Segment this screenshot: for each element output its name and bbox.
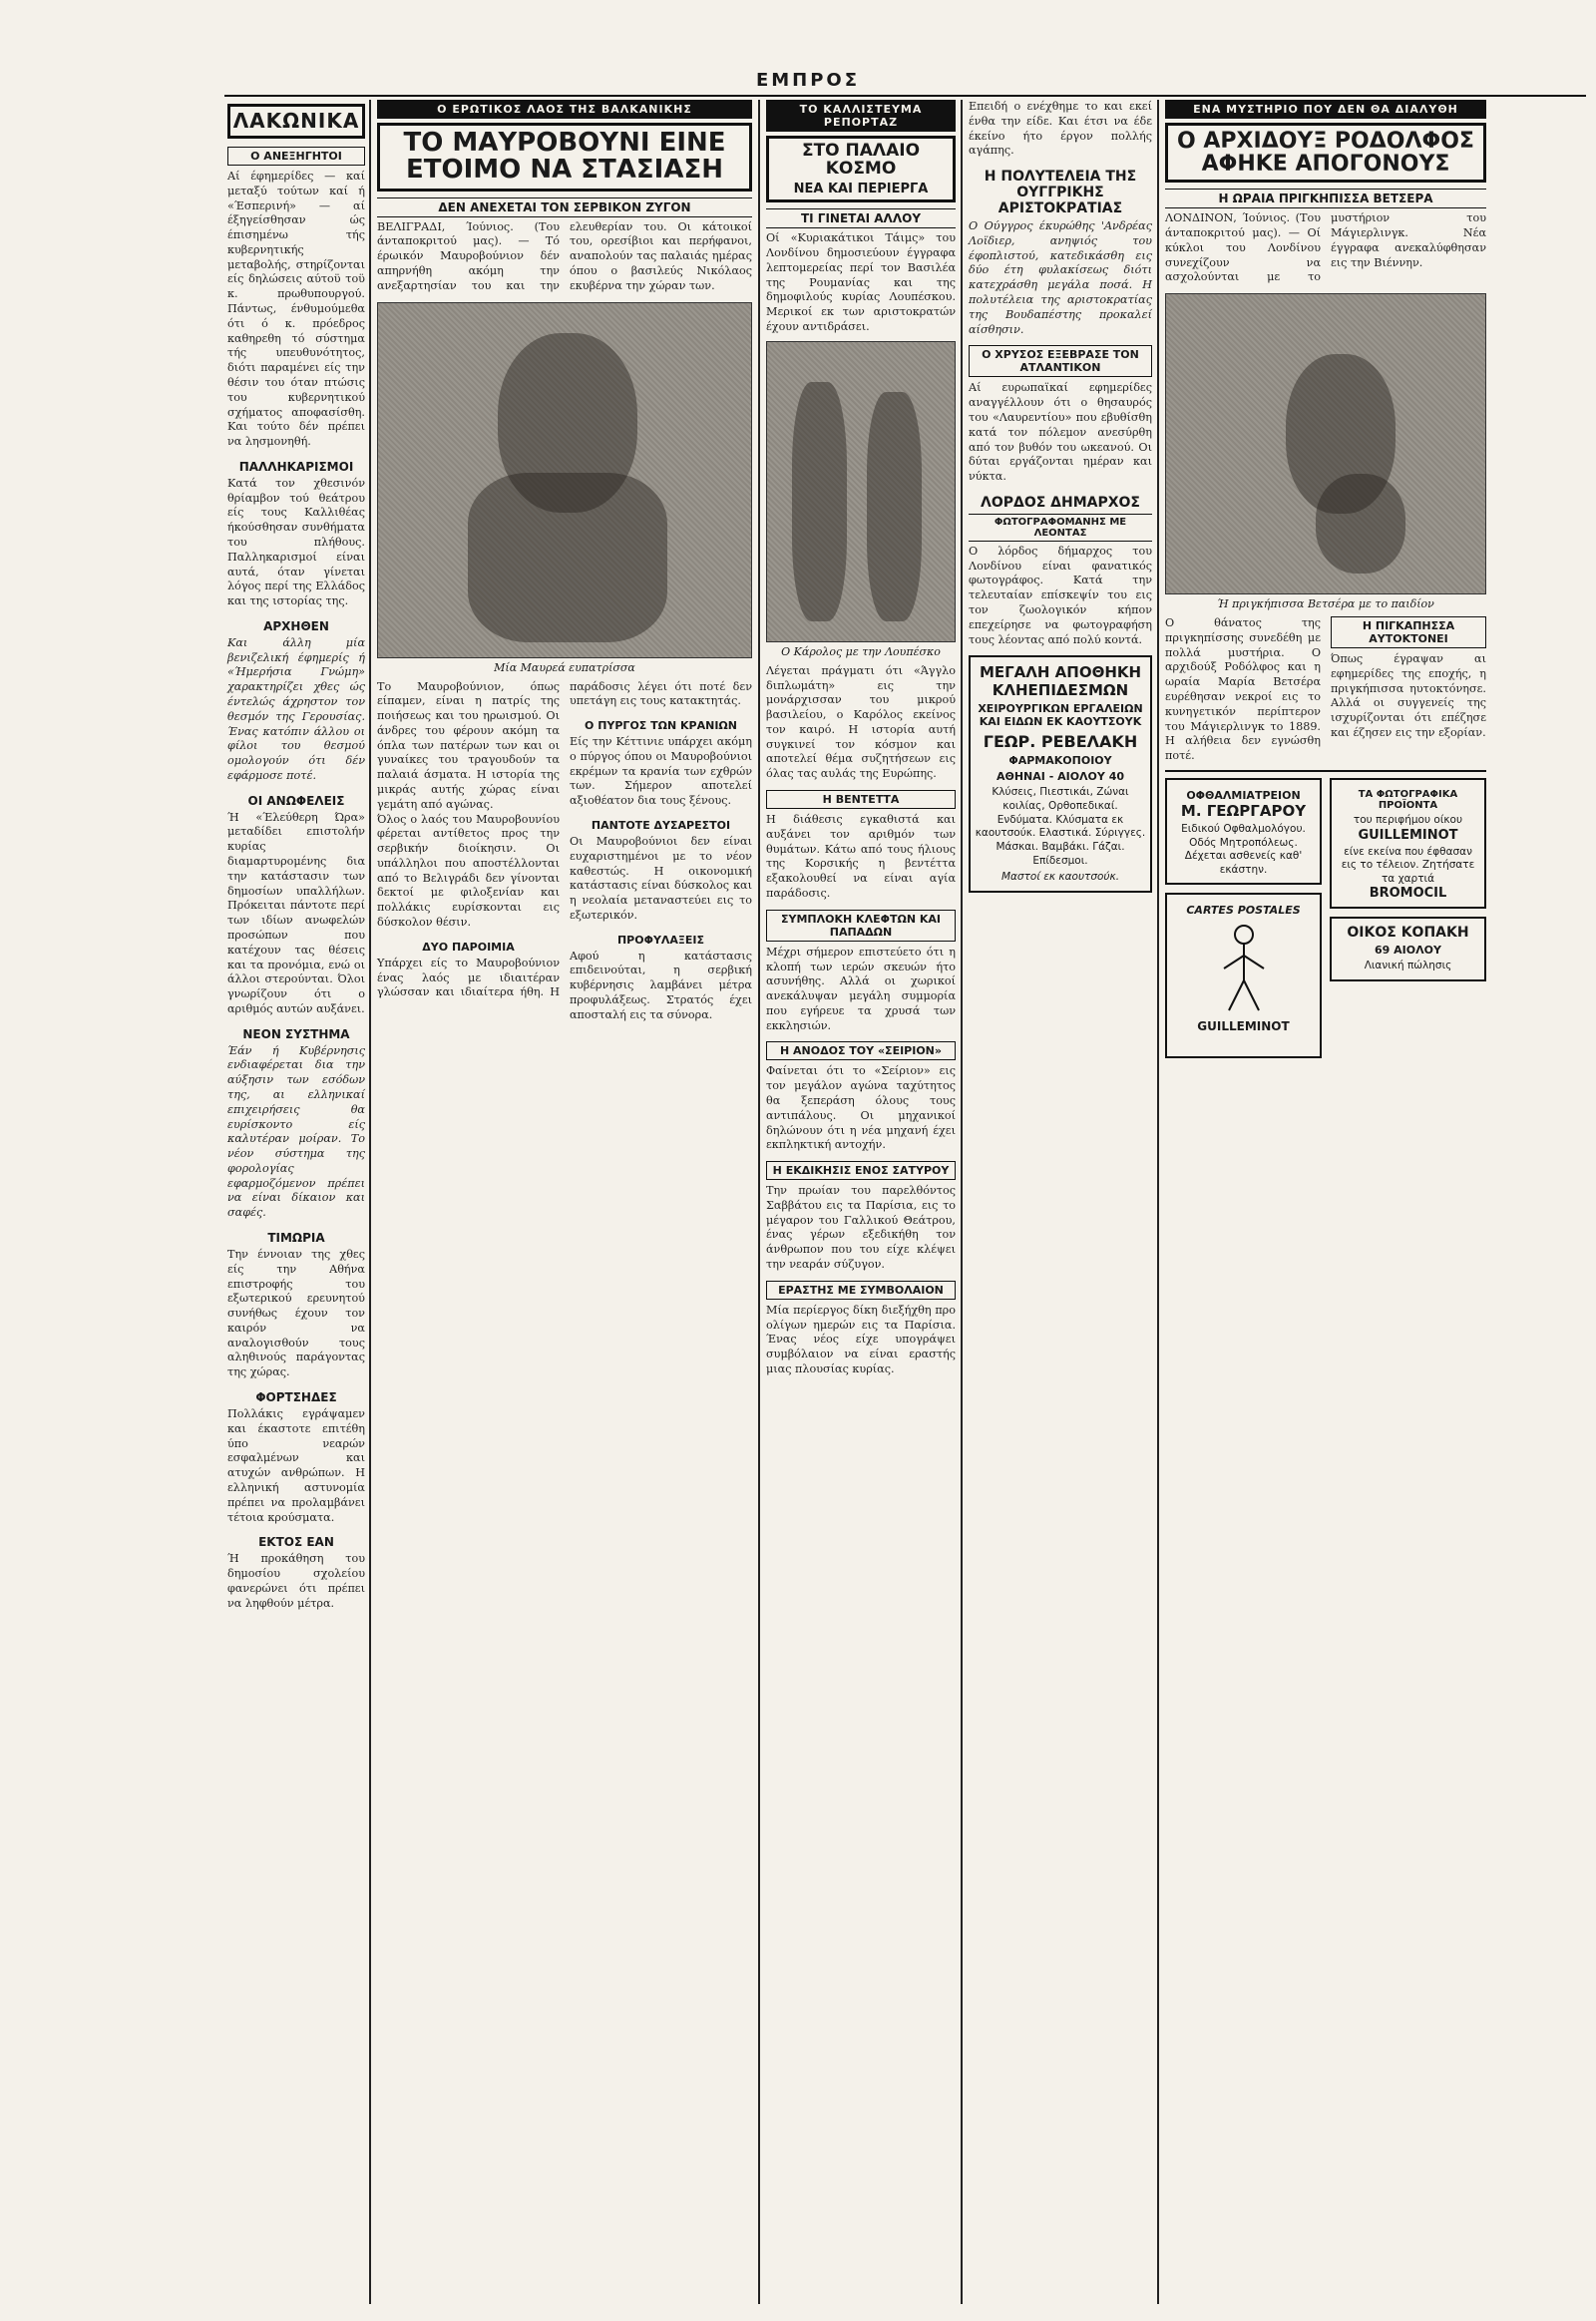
subhead: ΠΡΟΦΥΛΑΞΕΙΣ [616,933,705,947]
ad-revelakis [969,655,1152,892]
kicker: ΕΝΑ ΜΥΣΤΗΡΙΟ ΠΟΥ ΔΕΝ ΘΑ ΔΙΑΛΥΘΗ [1165,100,1486,119]
subhead: Η ΒΕΝΤΕΤΤΑ [766,790,956,809]
article-text: Κατά τον χθεσινόν θρίαμβον τού θεάτρου είς τους Καλλιθέας ήκούσθησαν συνθήματα του πλήθους. Παλληκαρισμοί είναι αυτά, όταν γίνεται λόγος περί της Ελλάδος και της ιστορίας της. [227,476,369,608]
deck: ΦΩΤΟΓΡΑΦΟΜΑΝΗΣ ΜΕ ΛΕΟΝΤΑΣ [969,514,1152,542]
ads-left [1165,778,1322,1067]
article-lead: ΛΟΝΔΙΝΟΝ, Ίούνιος. (Του άνταποκριτού μας). — Οί κύκλοι του Λονδίνου συνεχίζουν να ασχολούνται με το μυστήριον του Μάγιερλινγκ. Νέα έγγραφα ανεκαλύφθησαν εις την Βιέννην. [1165,211,1490,284]
article-text: Την πρωίαν του παρελθόντος Σαββάτου εις τα Παρίσια, εις το μέγαρον του Γαλλικού Θεάτρου, ένας γέρων εξεδικήθη τον άνθρωπον που του είχε κλέψει την νεαράν σύζυγον. [766,1184,960,1272]
column-rule [758,100,760,2304]
subhead: ΕΡΑΣΤΗΣ ΜΕ ΣΥΜΒΟΛΑΙΟΝ [766,1281,956,1300]
subhead: Ο ΑΝΕΞΗΓΗΤΟΙ [227,147,365,166]
ad-footer: Μαστοί εκ καουτσούκ. [1000,871,1120,884]
article-text: Και άλλη μία βενιζελική έφημερίς ή «Ήμερήσια Γνώμη» χαρακτηρίζει χθες ώς έντελώς άχρηστον τον θεσμόν της Γερουσίας. Ένας κατόπιν άλλου οι φίλοι του θεσμού ομολογούν ότι δέν εφάρμοσε ποτέ. [227,635,369,782]
ad-body: του περιφήμου οίκου [1353,813,1463,826]
deck: ΔΕΝ ΑΝΕΧΕΤΑΙ ΤΟΝ ΣΕΡΒΙΚΟΝ ΖΥΓΟΝ [377,197,752,217]
photo-caption: Μία Μαυρεά ευπατρίσσα [494,660,635,674]
masthead: ΕΜΠΡΟΣ [755,70,861,91]
ad-title: ΟΦΘΑΛΜΙΑΤΡΕΙΟΝ [1186,788,1301,802]
article-text: Όλος ο λαός του Μαυροβουνίου φέρεται αντίθετος προς την σερβικήν διοίκησιν. Οι υπάλληλοι που αποστέλλονται από το Βελιγράδι δεν γίνονται δεκτοί με φιλοξενίαν και πολλάκις ευρίσκονται εις δύσκολον θέσιν. [377,812,564,929]
article-text: Το Μαυροβούνιον, όπως είπαμεν, είναι η πατρίς της ποιήσεως και του ηρωισμού. Οι άνδρες του φέρουν ακόμη τα όπλα των πατέρων των και οι γυναίκες του τραγουδούν τα παλαιά άσματα. Η ιστορία της μικράς αυτής χώρας είναι γεμάτη από αγώνας. [377,679,564,811]
article-text: Είς την Κέττινιε υπάρχει ακόμη ο πύργος όπου οι Μαυροβούνιοι εκρέμων τα κρανία των εχθρών των. Σήμερον αποτελεί αξιοθέατον δια τους ξένους. [570,735,756,808]
article-text: Υπάρχει είς το Μαυροβούνιον ένας λαός με ιδιαιτέραν γλώσσαν και ιδιαίτερα ήθη. Η παράδοσις λέγει ότι ποτέ δεν υπετάγη εις τους κατακτητάς. [377,679,756,999]
article-text: Οι Μαυροβούνιοι δεν είναι ευχαριστημένοι με το νέον καθεστώς. Η οικονομική κατάστασις είναι δύσκολος και η νεολαία μεταναστεύει εις το εξωτερικόν. [570,834,756,922]
article-text: Λέγεται πράγματι ότι «Άγγλο διπλωμάτη» εις την μονάρχισσαν του μικρού βασιλείου, ο Καρόλος εκείνος τον καιρό. Η ιστορία αυτή συγκινεί τον κόσμον και αποτελεί θέμα συζητήσεων εις όλας τας αυλάς της Ευρώπης. [766,663,960,781]
article-text: Ή προκάθηση του δημοσίου σχολείου φανερώνει ότι πρέπει να ληφθούν μέτρα. [227,1552,369,1610]
headline: Ο ΑΡΧΙΔΟΥΞ ΡΟΔΟΛΦΟΣ ΑΦΗΚΕ ΑΠΟΓΟΝΟΥΣ [1177,129,1474,178]
subhead: ΣΥΜΠΛΟΚΗ ΚΛΕΦΤΩΝ ΚΑΙ ΠΑΠΑΔΩΝ [766,910,956,942]
subhead: Η ΠΙΓΚΑΠΗΣΣΑ ΑΥΤΟΚΤΟΝΕΙ [1331,616,1486,648]
subhead: ΝΕΟΝ ΣΥΣΤΗΜΑ [242,1026,350,1041]
ad-label: CARTES POSTALES [1186,904,1301,918]
column-lakonika [227,100,369,1611]
article-text: Φαίνεται ότι το «Σείριον» εις τον μεγάλον αγώνα ταχύτητος θα ξεπεράση όλους τους αντιπάλους. Οι μηχανικοί δηλώνουν ότι η νέα μηχανή έχει εκπληκτική αντοχήν. [766,1064,960,1152]
column-rodolfos [1165,100,1490,1066]
column-rule [369,100,371,2304]
ad-name: ΓΕΩΡ. ΡΕΒΕΛΑΚΗ [983,732,1138,752]
subhead: ΠΑΛΛΗΚΑΡΙΣΜΟΙ [238,459,354,474]
article-body [377,679,756,1023]
article-text: Μία περίεργος δίκη διεξήχθη προ ολίγων ημερών εις τα Παρίσια. Ένας νέος είχε υπογράψει συμβόλαιον να είναι εραστής μιας πλουσίας κυρίας. [766,1303,960,1375]
headline: ΣΤΟ ΠΑΛΑΙΟ ΚΟΣΜΟ [801,141,921,179]
column-kosmos [766,100,960,1377]
headline-box [377,123,752,192]
photo-caption: Ή πριγκήπισσα Βετσέρα με το παιδίον [1217,597,1434,611]
subhead: ΑΡΧΗΘΕΝ [263,618,329,633]
article-text: Ο θάνατος της πριγκηπίσσης συνεδέθη με πολλά μυστήρια. Ο αρχιδούξ Ροδόλφος και η ωραία Μαρία Βετσέρα ευρέθησαν νεκροί εις το κυνηγετικόν περίπτερον του Μάγιερλινγκ το 1889. Η αλήθεια δεν εγνώσθη ποτέ. [1165,616,1325,763]
ad-body: Κλύσεις, Πιεστικάι, Ζώναι κοιλίας, Ορθοπεδικαί. Ενδύματα. Κλύσματα εκ καουτσούκ. Ελαστικά. Σύριγγες. Μάσκαι. Βαμβάκι. Γάζαι. Επίδεσμοι. [975,786,1146,867]
section-rule [1165,770,1486,772]
ad-body: είνε εκείνα που έφθασαν εις το τέλειον. Ζητήσατε τα χαρτιά [1341,845,1475,885]
headline-box [1165,123,1486,183]
article-text: Η διάθεσις εγκαθιστά και αυξάνει τον αριθμόν των θυμάτων. Κάτω από τους ήλιους της Κορσικής η βεντέττα εξακολουθεί να είναι αγία παράδοσις. [766,813,960,900]
figure-illustration [1214,921,1274,1015]
ad-photo-products [1330,778,1486,910]
subhead: ΤΙΜΩΡΙΑ [267,1231,325,1245]
section-title: ΛΑΚΩΝΙΚΑ [232,109,360,133]
subhead: ΦΟΡΤΣΗΔΕΣ [255,1390,337,1405]
article-lead: ΒΕΛΙΓΡΑΔΙ, Ίούνιος. (Του άνταποκριτού μας). — Τό έρωικόν Μαυροβούνιον δέν απηρνήθη ακόμη την ανεξαρτησίαν του και την ελευθερίαν του. Οι κάτοικοί του, ορεσίβιοι και περήφανοι, αναπολούν τας παλαιάς ημέρας όπου ο βασιλεύς Νικόλαος εκυβέρνα την χώραν των. [377,219,756,292]
article-text: Ο Ούγγρος έκυρώθης 'Ανδρέας Λοϊδιερ, ανηψιός του έφοπλιστού, κατεδικάσθη εις δύο έτη φυλακίσεως διότι κατεχράσθη μεγάλα ποσά. Η πολυτέλεια της αριστοκρατίας της Βουδαπέστης προκαλεί αίσθησιν. [969,219,1156,336]
ad-brand: GUILLEMINOT [1197,1019,1290,1034]
article-text: Όπως έγραψαν αι εφημερίδες της εποχής, η πριγκήπισσα ηυτοκτόνησε. Αλλά οι συγγενείς της ισχυρίζονται ότι επέζησε και έζησεν εις την εξορίαν. [1331,652,1490,739]
ad-kopakis [1330,917,1486,981]
column-misc [969,100,1156,901]
ad-name: Μ. ΓΕΩΡΓΑΡΟΥ [1180,801,1307,820]
subhead: ΟΙ ΑΝΩΦΕΛΕΙΣ [247,793,345,808]
kicker: Ο ΕΡΩΤΙΚΟΣ ΛΑΟΣ ΤΗΣ ΒΑΛΚΑΝΙΚΗΣ [377,100,752,119]
deck: ΤΙ ΓΙΝΕΤΑΙ ΑΛΛΟΥ [766,208,956,228]
photo-caption: Ο Κάρολος με την Λουπέσκο [781,644,941,658]
ad-title: ΜΕΓΑΛΗ ΑΠΟΘΗΚΗ ΚΛΗΕΠΙΔΕΣΜΩΝ [979,663,1142,700]
ad-profession: ΦΑΡΜΑΚΟΠΟΙΟΥ [1008,754,1112,768]
article-text: Ή «Έλεύθερη Ώρα» μεταδίδει επιστολήν κυρίας διαμαρτυρομένης δια την κατάστασιν των δημοσίων υπαλλήλων. Πρόκειται πάντοτε περί των ιδίων ανωφελών προσώπων που κατέχουν τας θέσεις και τα προνόμια, ενώ οι άλλοι στερούνται. Όλοι γνωρίζουν ότι ο αριθμός αυτών αυξάνει. [227,810,369,1015]
ad-body: Λιανική πώλησις [1364,960,1452,972]
ad-title: ΤΑ ΦΩΤΟΓΡΑΦΙΚΑ ΠΡΟΪΟΝΤΑ [1358,788,1458,811]
ad-title: ΟΙΚΟΣ ΚΟΠΑΚΗ [1347,925,1469,942]
article-lead: Οί «Κυριακάτικοι Τάιμς» του Λονδίνου δημοσιεύουν έγγραφα λεπτομερείας περί τον Βασιλέα της Ρουμανίας και της δημοφιλούς κυρίας Λουπέσκου. Μερικοί εκ των αριστοκρατών έχουν αντιδράσει. [766,231,960,334]
article-text: Αί έφημερίδες — καί μεταξύ τούτων καί ή «Έσπερινή» — αί έξηγείσθησαν ώς έπισημένω τής κυβερνητικής μεταβολής, στηρίζονται είς δηλώσεις αύτοϋ τοϋ κ. πρωθυπουργού. Πάντως, ένθυμούμεθα ότι ό κ. πρόεδρος καθηρεθη τό σύστημα τής υπευθυνότητος, διότι παραμένει είς την θέσιν του όταν πτώσις του κυβερνητικού σχήματος αποφασίσθη. Και τούτο δέν πρέπει να λησμονηθή. [227,170,369,449]
article-text: Μέχρι σήμερον επιστεύετο ότι η κλοπή των ιερών σκευών ήτο ασυνήθης. Αλλά οι χωρικοί ανεκάλυψαν μεγάλη συμμορία που εγήρευε τα χρυσά των εκκλησιών. [766,945,960,1032]
section-title-box [227,104,365,139]
article-text: Την έννοιαν της χθες είς την Αθήνα επιστροφής του εξωτερικού ερευνητού συνήθως έχουν τον καιρόν να αναλογισθούν τους αληθινούς παράγοντας της χώρας. [227,1248,369,1379]
kicker: ΤΟ ΚΑΛΛΙΣΤΕΥΜΑ ΡΕΠΟΡΤΑΖ [766,100,956,132]
headline-box [766,136,956,202]
column-rule [1157,100,1159,2304]
deck: Η ΩΡΑΙΑ ΠΡΙΓΚΗΠΙΣΣΑ ΒΕΤΣΕΡΑ [1165,189,1486,208]
subhead: Η ΕΚΔΙΚΗΣΙΣ ΕΝΟΣ ΣΑΤΥΡΟΥ [766,1161,956,1180]
subhead: ΔΥΟ ΠΑΡΟΙΜΙΑ [422,940,515,954]
subhead: Ο ΠΥΡΓΟΣ ΤΩΝ ΚΡΑΝΙΩΝ [585,719,737,733]
top-rule [224,95,1586,97]
article-text: Αφού η κατάστασις επιδεινούται, η σερβική κυβέρνησις λαμβάνει μέτρα προφυλάξεως. Στρατός έχει αποσταλή εις τα σύνορα. [570,949,756,1021]
deck: ΝΕΑ ΚΑΙ ΠΕΡΙΕΡΓΑ [793,181,929,196]
ad-address: 69 ΑΙΟΛΟΥ [1375,944,1441,958]
subhead: Η ΑΝΟΔΟΣ ΤΟΥ «ΣΕΙΡΙΟΝ» [766,1041,956,1060]
ad-brand: BROMOCIL [1369,886,1447,902]
subhead: ΕΚΤΟΣ ΕΑΝ [258,1535,334,1550]
portrait-photo [377,302,752,658]
subhead: ΛΟΡΔΟΣ ΔΗΜΑΡΧΟΣ [980,494,1140,511]
ads-right [1330,778,1486,1067]
article-text: Επειδή ο ενέχθημε το και εκεί ένθα την είδε. Και έτσι να έδε έκείνο ήτο έργον πολλής αγάπης. [969,100,1156,158]
subhead: Η ΠΟΛΥΤΕΛΕΙΑ ΤΗΣ ΟΥΓΓΡΙΚΗΣ ΑΡΙΣΤΟΚΡΑΤΙΑΣ [984,169,1137,217]
couple-photo [766,341,956,642]
headline: ΤΟ ΜΑΥΡΟΒΟΥΝΙ ΕΙΝΕ ΕΤΟΙΜΟ ΝΑ ΣΤΑΣΙΑΣΗ [403,128,726,186]
princess-photo [1165,293,1486,594]
article-text: Έάν ή Κυβέρνησις ενδιαφέρεται δια την αύξησιν των εσόδων της, αι ελληνικαί επιχειρήσεις θα ευρίσκοντο είς καλυτέραν μοίραν. Το νέον σύστημα της φορολογίας εφαρμοζόμενον πρέπει να είναι δίκαιον και σαφές. [227,1043,369,1220]
ad-body: Ειδικού Οφθαλμολόγου. Οδός Μητροπόλεως. Δέχεται ασθενείς καθ' εκάστην. [1181,822,1306,876]
column-mavrovouni [377,100,756,1023]
column-rule [961,100,963,2304]
article-text: Ο λόρδος δήμαρχος του Λονδίνου είναι φανατικός φωτογράφος. Κατά την τελευταίαν επίσκεψίν του εις τον ζωολογικόν κήπον επεχείρησε να φωτογραφήση τους λέοντας από πολύ κοντά. [969,544,1156,646]
ad-ophthalmologist [1165,778,1322,886]
subhead: Ο ΧΡΥΣΟΣ ΕΞΕΒΡΑΣΕ ΤΟΝ ΑΤΛΑΝΤΙΚΟΝ [969,345,1152,377]
ad-subtitle: ΧΕΙΡΟΥΡΓΙΚΩΝ ΕΡΓΑΛΕΙΩΝ ΚΑΙ ΕΙΔΩΝ ΕΚ ΚΑΟΥΤΣΟΥΚ [978,702,1143,729]
ad-brand: GUILLEMINOT [1358,827,1458,843]
article-text: Αί ευρωπαϊκαί εφημερίδες αναγγέλλουν ότι ο θησαυρός του «Λαυρεντίου» που εβυθίσθη κατά τον πόλεμον ανεσύρθη από τον βυθόν του ωκεανού. Οι δύται εργάζονται ημέραν και νύκτα. [969,381,1156,484]
subhead: ΠΑΝΤΟΤΕ ΔΥΣΑΡΕΣΤΟΙ [591,818,731,832]
ad-postcards [1165,893,1322,1058]
ad-address: ΑΘΗΝΑΙ - ΑΙΟΛΟΥ 40 [996,770,1125,784]
article-body [1165,616,1490,764]
ads-row [1165,778,1486,1067]
article-text: Πολλάκις εγράψαμεν και έκαστοτε επιτέθη ύπο νεαρών εσφαλμένων και ατυχών ανθρώπων. Η ελληνική αστυνομία πρέπει να προλαμβάνει τέτοια κρούσματα. [227,1407,369,1524]
